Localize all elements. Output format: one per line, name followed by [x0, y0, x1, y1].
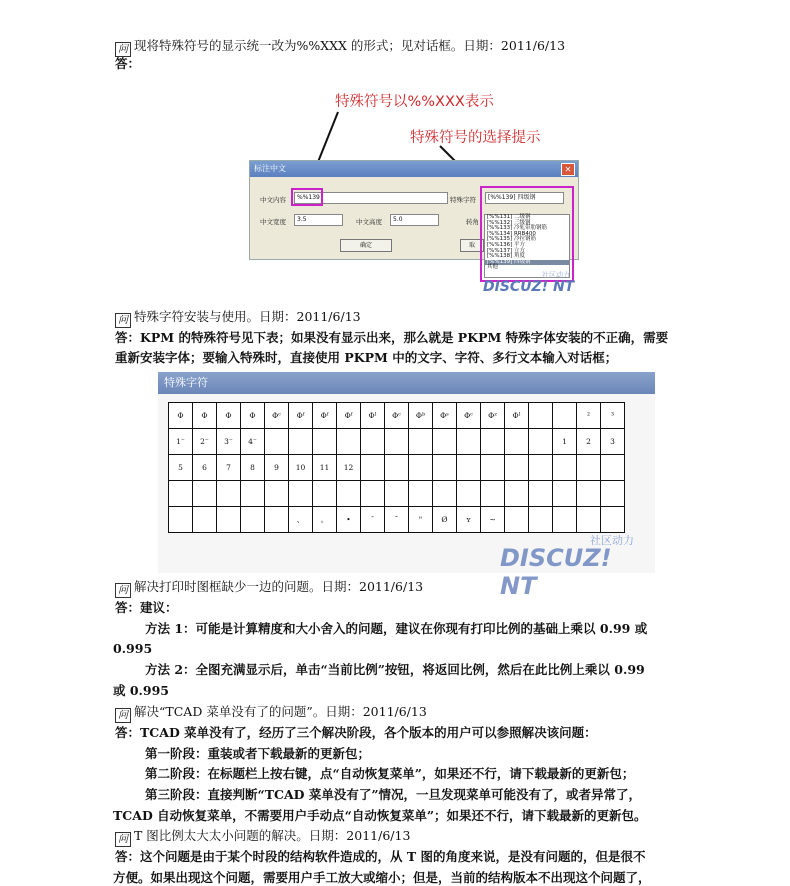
char-cell[interactable]: Φ — [169, 403, 193, 429]
answer-3-line-2: 方法 1：可能是计算精度和大小舍入的问题，建议在你现有打印比例的基础上乘以 0.99 或 — [145, 621, 648, 636]
question-4 — [115, 704, 427, 723]
char-cell[interactable] — [361, 481, 385, 507]
char-cell[interactable] — [457, 429, 481, 455]
char-cell[interactable] — [241, 481, 265, 507]
char-cell[interactable] — [385, 429, 409, 455]
char-cell[interactable] — [433, 455, 457, 481]
char-cell[interactable] — [385, 481, 409, 507]
close-icon[interactable]: ✕ — [561, 163, 575, 176]
char-cell[interactable]: 2 — [577, 429, 601, 455]
char-cell[interactable]: 6 — [193, 455, 217, 481]
char-cell[interactable] — [601, 507, 625, 533]
char-cell[interactable] — [529, 455, 553, 481]
question-2-text: 特殊字符安装与使用。日期：2011/6/13 — [134, 309, 361, 324]
char-cell[interactable]: 、 — [289, 507, 313, 533]
char-cell[interactable] — [217, 481, 241, 507]
char-cell[interactable]: 3 — [601, 429, 625, 455]
question-icon: 问 — [115, 832, 131, 847]
ok-button[interactable]: 确定 — [340, 239, 392, 252]
question-icon: 问 — [115, 583, 131, 598]
dropdown-item[interactable]: [%%137] 立方 — [487, 247, 525, 254]
char-cell[interactable] — [529, 507, 553, 533]
question-3-text: 解决打印时图框缺少一边的问题。日期：2011/6/13 — [134, 579, 424, 594]
dropdown-item[interactable]: [%%134] RRB400 — [487, 230, 536, 237]
char-cell[interactable] — [361, 429, 385, 455]
char-cell[interactable] — [409, 481, 433, 507]
char-cell[interactable] — [457, 481, 481, 507]
char-cell[interactable]: ² — [577, 403, 601, 429]
char-cell[interactable] — [577, 455, 601, 481]
char-cell[interactable]: ʏ — [457, 507, 481, 533]
char-cell[interactable] — [409, 455, 433, 481]
char-cell[interactable] — [433, 481, 457, 507]
dropdown-item-selected[interactable]: [%%139] 四级钢 — [485, 260, 569, 266]
char-cell[interactable]: ¯ — [361, 507, 385, 533]
char-cell[interactable]: Φᶠ — [313, 403, 337, 429]
content-input[interactable]: %%139 — [294, 192, 448, 204]
char-cell[interactable]: 5 — [169, 455, 193, 481]
answer-4-line-5: TCAD 自动恢复菜单，不需要用户手动点“自动恢复菜单”；如果还不行，请下载最新的更新包。 — [113, 808, 647, 823]
answer-4-line-4: 第三阶段：直接判断“TCAD 菜单没有了”情况，一旦发现菜单可能没有了，或者异常了， — [145, 787, 642, 802]
char-cell[interactable] — [313, 481, 337, 507]
char-cell[interactable]: Φ — [241, 403, 265, 429]
char-cell[interactable] — [529, 481, 553, 507]
char-cell[interactable]: 10 — [289, 455, 313, 481]
angle-label: 转角 — [466, 218, 479, 226]
answer-2-line-2: 重新安装字体；要输入特殊时，直接使用 PKPM 中的文字、字符、多行文本输入对话框； — [115, 350, 618, 365]
char-cell[interactable]: Φᶠ — [337, 403, 361, 429]
char-cell[interactable] — [337, 481, 361, 507]
answer-5-line-1: 答：这个问题是由于某个时段的结构软件造成的，从 T 图的角度来说，是没有问题的，但是很不 — [115, 849, 646, 864]
answer-5-line-2: 方便。如果出现这个问题，需要用户手工放大或缩小；但是，当前的结构版本不出现这个问题了， — [113, 870, 651, 885]
dialog-screenshot — [240, 82, 590, 297]
question-1 — [115, 38, 565, 57]
question-3 — [115, 579, 423, 598]
char-cell[interactable]: 4⁻ — [241, 429, 265, 455]
question-icon: 问 — [115, 708, 131, 723]
question-icon: 问 — [115, 42, 131, 57]
char-cell[interactable] — [265, 481, 289, 507]
dropdown-highlight — [480, 186, 574, 282]
char-cell[interactable] — [169, 481, 193, 507]
width-input[interactable]: 3.5 — [294, 214, 343, 226]
watermark-logo: DISCUZ! NT — [483, 279, 575, 295]
watermark-logo: DISCUZ! NT — [500, 544, 612, 600]
char-cell[interactable]: 9 — [265, 455, 289, 481]
char-cell[interactable]: Φᶠ — [289, 403, 313, 429]
char-cell[interactable] — [265, 429, 289, 455]
height-input[interactable]: 5.0 — [390, 214, 439, 226]
watermark-small: 社区动力 — [590, 534, 634, 547]
special-chars-grid — [168, 402, 625, 533]
cancel-button[interactable]: 取 — [460, 239, 484, 252]
special-label: 特殊字符 — [450, 196, 476, 204]
char-cell[interactable]: Φ — [217, 403, 241, 429]
char-cell[interactable]: 。 — [313, 507, 337, 533]
dropdown-item[interactable]: [%%135] 冷拉钢筋 — [487, 236, 536, 243]
char-cell[interactable]: ∼ — [481, 507, 505, 533]
char-cell[interactable] — [553, 403, 577, 429]
width-label: 中文宽度 — [260, 218, 286, 226]
special-select[interactable]: [%%139] 四级钢 — [485, 192, 564, 204]
char-cell[interactable]: Φᶜ — [265, 403, 289, 429]
char-cell[interactable] — [601, 455, 625, 481]
char-cell[interactable]: 2⁻ — [193, 429, 217, 455]
answer-3-line-5: 或 0.995 — [113, 683, 169, 698]
char-cell[interactable] — [553, 455, 577, 481]
dropdown-item[interactable]: 其他 — [487, 264, 499, 271]
dropdown-item[interactable]: [%%132] 三级钢 — [487, 219, 531, 226]
char-cell[interactable] — [313, 429, 337, 455]
char-cell[interactable]: 8 — [241, 455, 265, 481]
question-2 — [115, 309, 361, 328]
dropdown-item[interactable]: [%%136] 平方 — [487, 241, 525, 248]
char-cell[interactable]: Φᵇ — [409, 403, 433, 429]
answer-3-line-4: 方法 2：全图充满显示后，单击“当前比例”按钮，将返回比例，然后在此比例上乘以 0.99 — [145, 662, 645, 677]
char-cell[interactable]: 7 — [217, 455, 241, 481]
char-cell[interactable] — [505, 481, 529, 507]
char-cell[interactable]: Φᶜ — [385, 403, 409, 429]
answer-3-line-1: 答：建议： — [115, 600, 178, 615]
annotation-format: 特殊符号以%%XXX表示 — [335, 94, 494, 110]
char-cell[interactable]: Ø — [433, 507, 457, 533]
char-cell[interactable] — [529, 429, 553, 455]
char-cell[interactable] — [481, 481, 505, 507]
char-cell[interactable] — [409, 429, 433, 455]
char-cell[interactable]: Φ — [193, 403, 217, 429]
dropdown-item[interactable]: [%%133] 冷轧带肋钢筋 — [487, 225, 547, 232]
watermark-small: 社区动力 — [542, 271, 570, 279]
char-cell[interactable]: • — [337, 507, 361, 533]
answer-3-line-3: 0.995 — [113, 641, 153, 656]
char-cell[interactable]: " — [409, 507, 433, 533]
special-chars-title: 特殊字符 — [158, 372, 655, 394]
answer-2-line-1: 答：KPM 的特殊符号见下表；如果没有显示出来，那么就是 PKPM 特殊字体安装的不正确，需要 — [115, 330, 669, 345]
char-cell[interactable] — [457, 455, 481, 481]
content-label: 中文内容 — [260, 196, 286, 204]
char-cell[interactable]: 11 — [313, 455, 337, 481]
char-cell[interactable] — [289, 481, 313, 507]
dialog-title: 标注中文 — [250, 161, 578, 177]
question-5 — [115, 828, 410, 847]
char-cell[interactable] — [265, 507, 289, 533]
char-cell[interactable] — [169, 507, 193, 533]
char-cell[interactable] — [529, 403, 553, 429]
dropdown-item[interactable]: [%%138] 角度 — [487, 253, 525, 260]
char-cell[interactable]: 3⁻ — [217, 429, 241, 455]
question-1-text: 现将特殊符号的显示统一改为%%XXX 的形式；见对话框。日期：2011/6/13 — [134, 38, 566, 53]
char-cell[interactable]: ³ — [601, 403, 625, 429]
char-cell[interactable]: 12 — [337, 455, 361, 481]
char-cell[interactable]: 1 — [553, 429, 577, 455]
question-5-text: T 图比例太大太小问题的解决。日期：2011/6/13 — [134, 828, 411, 843]
char-cell[interactable]: Φᴵ — [361, 403, 385, 429]
char-cell[interactable] — [601, 481, 625, 507]
answer-4-line-2: 第一阶段：重装或者下载最新的更新包； — [145, 746, 371, 761]
char-cell[interactable] — [481, 429, 505, 455]
content-highlight — [291, 188, 323, 206]
char-cell[interactable] — [553, 507, 577, 533]
height-label: 中文高度 — [356, 218, 382, 226]
annotation-hint: 特殊符号的选择提示 — [410, 130, 541, 146]
answer-1-label: 答： — [115, 56, 141, 71]
char-cell[interactable] — [505, 507, 529, 533]
dropdown-item[interactable]: [%%131] 二级钢 — [487, 214, 531, 220]
question-4-text: 解决“TCAD 菜单没有了的问题”。日期：2011/6/13 — [134, 704, 427, 719]
char-cell[interactable] — [433, 429, 457, 455]
char-cell[interactable] — [385, 455, 409, 481]
char-cell[interactable]: 1⁻ — [169, 429, 193, 455]
question-icon: 问 — [115, 313, 131, 328]
char-cell[interactable]: Φᶜ — [457, 403, 481, 429]
char-cell[interactable] — [553, 481, 577, 507]
char-cell[interactable] — [193, 481, 217, 507]
answer-4-line-3: 第二阶段：在标题栏上按右键，点“自动恢复菜单”，如果还不行，请下载最新的更新包； — [145, 766, 635, 781]
char-cell[interactable] — [289, 429, 313, 455]
char-cell[interactable] — [337, 429, 361, 455]
char-cell[interactable] — [361, 455, 385, 481]
char-cell[interactable] — [217, 507, 241, 533]
char-cell[interactable]: Φᴵ — [505, 403, 529, 429]
char-cell[interactable]: ˘ — [385, 507, 409, 533]
char-cell[interactable]: Φᶻ — [481, 403, 505, 429]
char-cell[interactable] — [193, 507, 217, 533]
char-cell[interactable] — [241, 507, 265, 533]
char-cell[interactable] — [505, 429, 529, 455]
char-cell[interactable] — [505, 455, 529, 481]
char-cell[interactable]: Φˢ — [433, 403, 457, 429]
char-cell[interactable] — [577, 507, 601, 533]
char-cell[interactable] — [577, 481, 601, 507]
answer-4-line-1: 答：TCAD 菜单没有了，经历了三个解决阶段，各个版本的用户可以参照解决该问题： — [115, 725, 597, 740]
char-cell[interactable] — [481, 455, 505, 481]
